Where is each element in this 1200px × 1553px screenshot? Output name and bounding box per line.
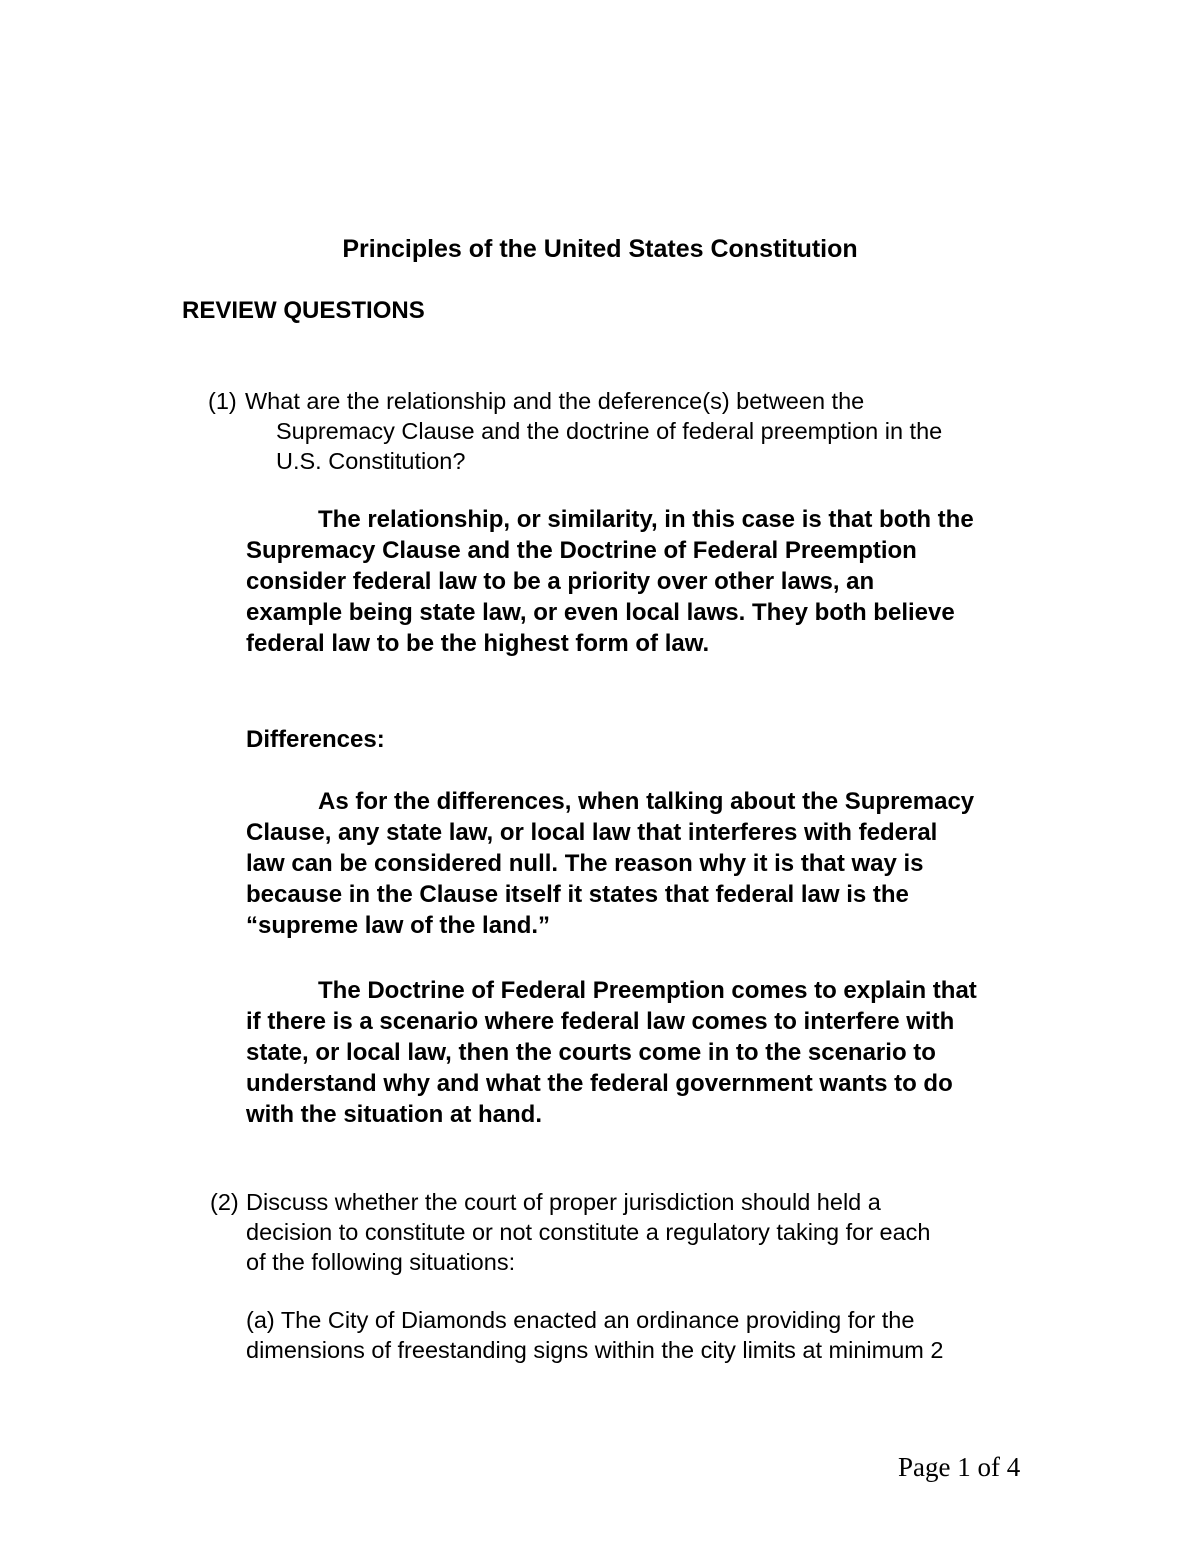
answer-line: “supreme law of the land.” (246, 912, 551, 939)
answer-line: law can be considered null. The reason why it is that way is (246, 850, 924, 877)
document-title: Principles of the United States Constitution (342, 235, 858, 263)
answer-line: Clause, any state law, or local law that interferes with federal (246, 819, 938, 846)
answer-line: understand why and what the federal government wants to do (246, 1070, 953, 1097)
question-1-line: U.S. Constitution? (276, 448, 466, 474)
answer-line: with the situation at hand. (246, 1101, 542, 1128)
answer-line: example being state law, or even local laws. They both believe (246, 599, 955, 626)
question-2-line: of the following situations: (246, 1249, 516, 1275)
question-2a-line: dimensions of freestanding signs within the city limits at minimum 2 (246, 1337, 944, 1363)
answer-line: consider federal law to be a priority over other laws, an (246, 568, 875, 595)
answer-line: The Doctrine of Federal Preemption comes to explain that (318, 977, 977, 1004)
question-2-number: (2) (210, 1189, 239, 1215)
answer-line: state, or local law, then the courts come in to the scenario to (246, 1039, 936, 1066)
question-1-line: Supremacy Clause and the doctrine of federal preemption in the (276, 418, 943, 444)
answer-line: if there is a scenario where federal law comes to interfere with (246, 1008, 955, 1035)
page-number-footer: Page 1 of 4 (898, 1452, 1021, 1482)
section-heading: REVIEW QUESTIONS (182, 297, 425, 324)
differences-heading: Differences: (246, 726, 385, 753)
question-1-number: (1) (208, 388, 237, 414)
answer-line: federal law to be the highest form of law. (246, 630, 710, 657)
question-2-line: decision to constitute or not constitute a regulatory taking for each (246, 1219, 931, 1245)
answer-line: As for the differences, when talking about the Supremacy (318, 788, 975, 815)
answer-line: The relationship, or similarity, in this case is that both the (318, 506, 974, 533)
question-2-line: Discuss whether the court of proper jurisdiction should held a (246, 1189, 881, 1215)
question-2a-line: (a) The City of Diamonds enacted an ordinance providing for the (246, 1307, 915, 1333)
answer-line: Supremacy Clause and the Doctrine of Federal Preemption (246, 537, 917, 564)
question-1-line: What are the relationship and the deference(s) between the (245, 388, 865, 414)
answer-line: because in the Clause itself it states that federal law is the (246, 881, 909, 908)
